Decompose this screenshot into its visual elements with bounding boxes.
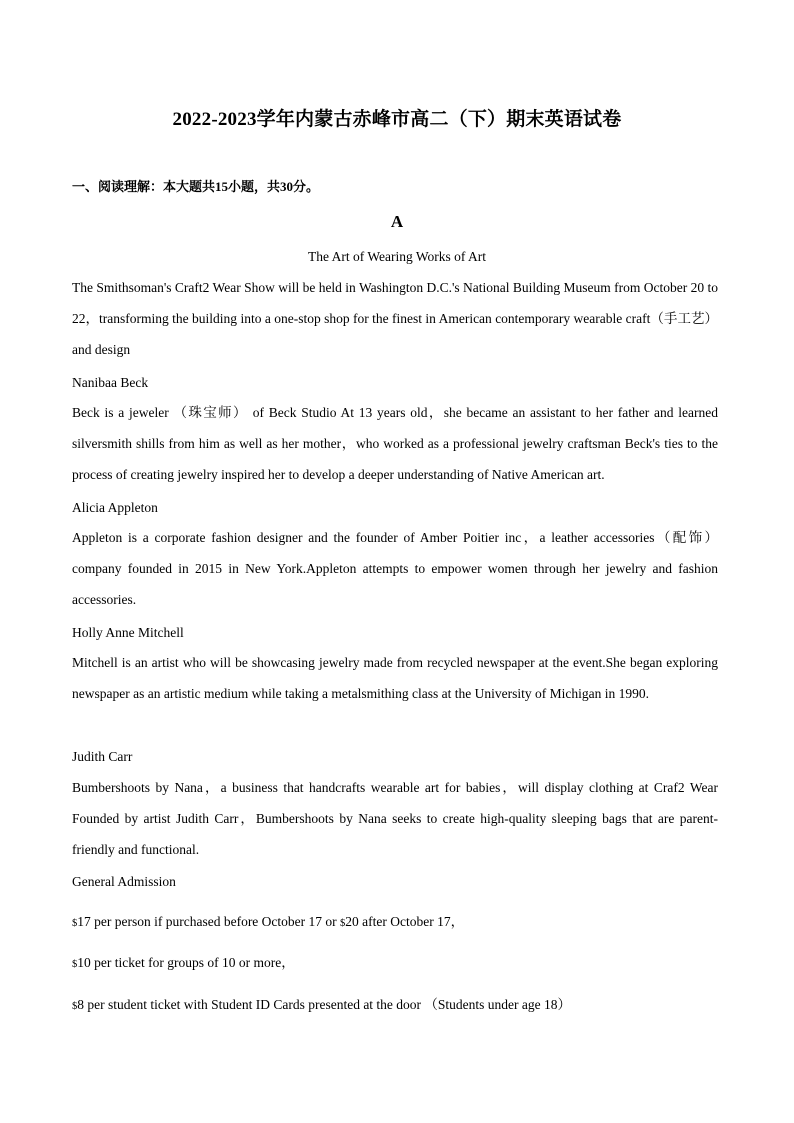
fee-text: 17 per person if purchased before October 17 or bbox=[77, 914, 341, 929]
section-heading: 一、阅读理解：本大题共15小题，共30分。 bbox=[72, 179, 320, 194]
passage-letter: A bbox=[390, 212, 404, 231]
fee-text: 8 per student ticket with Student ID Cards presented at the door （Students under age 18） bbox=[77, 997, 572, 1012]
fee-text: 20 after October 17， bbox=[345, 914, 465, 929]
exam-title: 2022-2023学年内蒙古赤峰市高二（下）期末英语试卷 bbox=[172, 109, 622, 130]
admission-fee-line bbox=[72, 951, 295, 971]
admission-heading: General Admission bbox=[72, 874, 176, 889]
artist-name: Nanibaa Beck bbox=[72, 375, 149, 390]
currency-symbol: $ bbox=[72, 918, 78, 929]
passage-title: The Art of Wearing Works of Art bbox=[307, 249, 487, 264]
artist-bio: Beck is a jeweler （珠宝师） of Beck Studio At 13 years old，she became an assistant to her father and learned silversmith shills from him as well as her mother，who worked as a professional jewelry craftsman Beck's ties to the process of creating jewelry inspired her to develop a deeper understanding of Native American art. bbox=[72, 405, 718, 483]
currency-symbol: $ bbox=[72, 959, 78, 970]
currency-symbol: $ bbox=[72, 1001, 78, 1012]
artist-bio: Mitchell is an artist who will be showcasing jewelry made from recycled newspaper at the event.She began exploring newspaper as an artistic medium while taking a metalsmithing class at the University of Michigan in 1990. bbox=[72, 655, 718, 702]
admission-fee-line bbox=[72, 910, 464, 930]
admission-fee-line bbox=[72, 993, 571, 1013]
fee-text: 10 per ticket for groups of 10 or more， bbox=[77, 955, 295, 970]
artist-bio: Appleton is a corporate fashion designer and the founder of Amber Poitier inc，a leather accessories（配饰） company founded in 2015 in New York.Appleton attempts to empower women through her jewelry and fashion accessories. bbox=[72, 530, 718, 608]
artist-name: Alicia Appleton bbox=[72, 500, 158, 515]
artist-name: Judith Carr bbox=[72, 749, 133, 764]
artist-name: Holly Anne Mitchell bbox=[72, 625, 184, 640]
currency-symbol: $ bbox=[340, 918, 346, 929]
artist-bio: Bumbershoots by Nana，a business that handcrafts wearable art for babies，will display clothing at Craf2 Wear Founded by artist Judith Carr，Bumbershoots by Nana seeks to create high-quality sleeping bags that are parent-friendly and functional. bbox=[72, 780, 718, 858]
intro-paragraph: The Smithsoman's Craft2 Wear Show will be held in Washington D.C.'s National Building Museum from October 20 to 22，transforming the building into a one-stop shop for the finest in American contemporary wearable craft（手工艺） and design bbox=[72, 280, 719, 358]
